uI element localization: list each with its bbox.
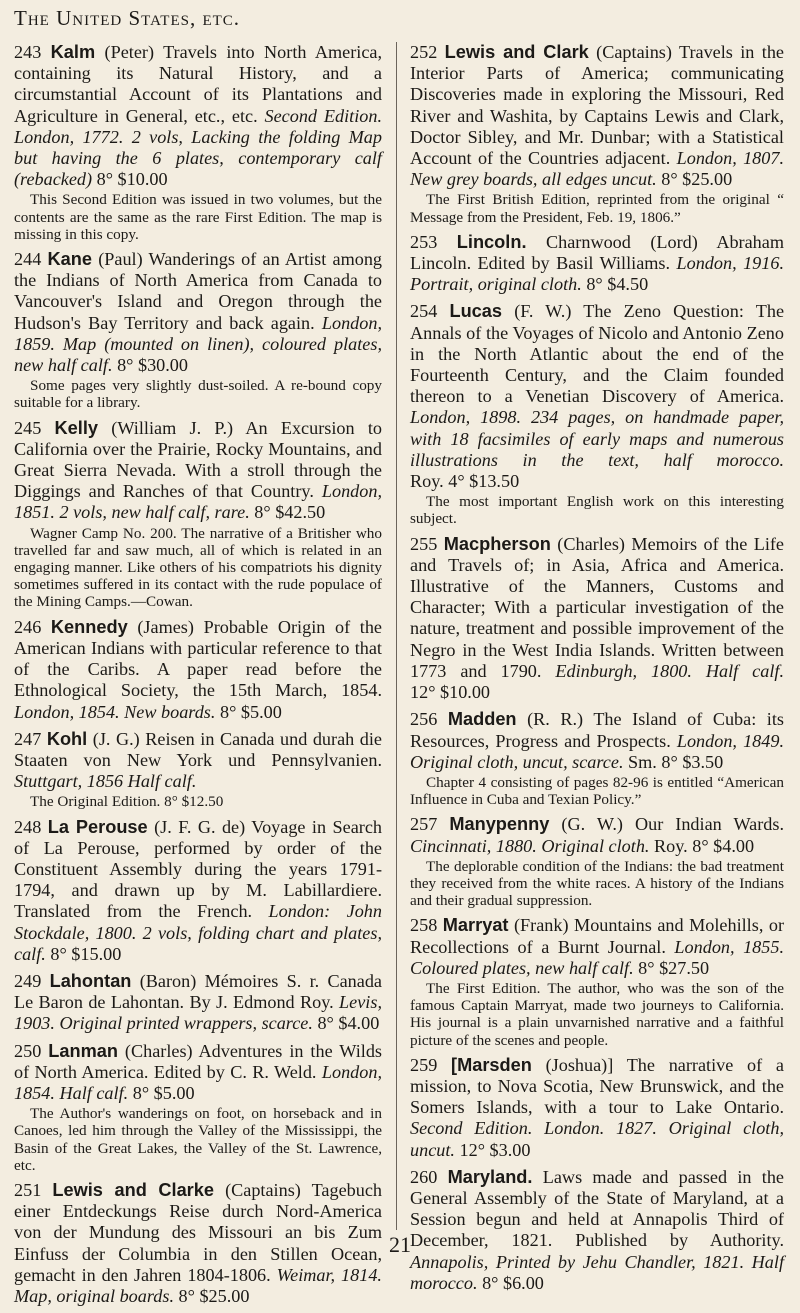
entry-description: (R. R.) The Island of Cuba: its Resources, Progress and Prospects. — [410, 709, 784, 751]
entry-body — [14, 817, 382, 965]
entry-body — [410, 301, 784, 492]
entry-number: 248 — [14, 816, 42, 837]
entry-author: Maryland. — [447, 1166, 533, 1187]
entry-number: 254 — [410, 301, 438, 322]
entry-number: 255 — [410, 533, 438, 554]
left-column — [14, 42, 382, 1313]
entry-author: Kelly — [54, 417, 99, 438]
catalogue-entry — [410, 232, 784, 296]
entry-description: (F. W.) The Zeno Question: The Annals of the Voyages of Nicolo and Antonio Zeno in the North Atlantic about the end of the Fourteenth Century, and the Claim founded thereon to a Venetian Discovery of America. — [410, 301, 785, 407]
entry-body — [14, 42, 382, 190]
entry-body — [410, 814, 784, 856]
entry-price: 8° $5.00 — [132, 1082, 195, 1103]
entry-body — [14, 1041, 382, 1105]
entry-number: 252 — [410, 42, 438, 62]
entry-number: 249 — [14, 970, 42, 991]
catalogue-entry — [14, 418, 382, 611]
entry-author: Kohl — [46, 728, 88, 749]
entry-imprint: London, 1849. Original cloth, uncut, scarce. — [410, 730, 784, 772]
entry-body — [410, 1167, 784, 1294]
entry-description: (Captains) Tagebuch einer Entdeckungs Reise durch Nord-America von der Mundung des Missouri an bis Zum Einfuss der Columbia in den Stillen Ocean, gemacht in den Jahren 1804-1806. — [14, 1179, 383, 1285]
catalogue-entry — [14, 817, 382, 965]
catalogue-entry — [14, 729, 382, 811]
entry-author: Lincoln. — [456, 231, 527, 252]
entry-author: Marryat — [442, 915, 509, 936]
entry-note: Some pages very slightly dust-soiled. A re-bound copy suitable for a library. — [14, 377, 382, 412]
entry-author: Madden — [447, 709, 517, 730]
entry-imprint: London, 1854. New boards. — [14, 701, 216, 722]
entry-author: La Perouse — [47, 816, 148, 837]
catalogue-entry — [14, 42, 382, 243]
entry-body — [14, 617, 382, 723]
column-divider — [396, 42, 397, 1230]
entry-number: 244 — [14, 249, 42, 270]
entry-note: This Second Edition was issued in two volumes, but the contents are the same as the rare First Edition. The map is missing in this copy. — [14, 191, 382, 243]
entry-price: 8° $4.50 — [586, 274, 649, 295]
entry-imprint: London, 1851. 2 vols, new half calf, rare. — [14, 481, 382, 523]
entry-description: (Charles) Memoirs of the Life and Travels of; in Asia, Africa and America. Illustrative of the Manners, Customs and Character; With a particular investigation of the nature, treatment and possible improvement of the Negro in the West India Islands. Written between 1773 and 1790. — [410, 533, 785, 681]
entry-number: 250 — [14, 1040, 42, 1061]
entry-number: 258 — [410, 915, 438, 936]
entry-note: The First Edition. The author, who was the son of the famous Captain Marryat, made two journeys to California. His journal is a plain unvarnished narrative and a faithful picture of the scenes and people. — [410, 979, 784, 1049]
entry-note: The First British Edition, reprinted from the original “ Message from the President, Feb. 19, 1806.” — [410, 191, 784, 226]
entry-number: 251 — [14, 1179, 42, 1200]
entry-body — [14, 971, 382, 1035]
entry-price: Sm. 8° $3.50 — [628, 751, 724, 772]
entry-description: (Captains) Travels in the Interior Parts of America; communicating Discoveries made in exploring the Missouri, Red River and Washita, by Captains Lewis and Clark, Doctor Sibley, and Mr. Dunbar; with a Statistical Account of the Countries adjacent. — [410, 42, 784, 169]
entry-imprint: Annapolis, Printed by Jehu Chandler, 1821. Half morocco. — [410, 1251, 784, 1293]
catalogue-entry — [410, 301, 784, 527]
entry-description: (William J. P.) An Excursion to California over the Prairie, Rocky Mountains, and Great Sierra Nevada. With a stroll through the Diggings and Ranches of that Country. — [14, 417, 382, 502]
entry-description: (Frank) Mountains and Molehills, or Recollections of a Burnt Journal. — [410, 915, 785, 957]
page-number: 21 — [389, 1232, 411, 1257]
entry-description: Charnwood (Lord) Abraham Lincoln. Edited by Basil Williams. — [410, 231, 784, 274]
entry-description: (Joshua)] The narrative of a mission, to Nova Scotia, New Brunswick, and the Somers Islands, with a tour to Lake Ontario. — [410, 1054, 784, 1118]
entry-imprint: Second Edition. London. 1827. Original cloth, uncut. — [410, 1118, 784, 1160]
entry-author: Kennedy — [50, 616, 128, 637]
entry-imprint: London, 1854. Half calf. — [14, 1061, 382, 1103]
entry-imprint: Weimar, 1814. Map, original boards. — [14, 1264, 382, 1306]
entry-imprint: London, 1898. 234 pages, on handmade paper, with 18 facsimiles of early maps and numerous illustrations in the text, half morocco. — [410, 407, 784, 470]
entry-body — [410, 42, 784, 190]
entry-price: 8° $25.00 — [661, 169, 733, 190]
entry-note: Wagner Camp No. 200. The narrative of a Britisher who travelled far and saw much, all of which is related in an engaging manner. Like others of his compatriots his dignity sometimes suffered in its contact with the rude populace of the Mining Camps.—Cowan. — [14, 524, 382, 611]
entry-body — [410, 915, 784, 979]
entry-number: 257 — [410, 814, 438, 835]
entry-price: 12° $3.00 — [459, 1139, 531, 1160]
entry-author: [Marsden — [451, 1054, 532, 1075]
catalogue-entry — [410, 1055, 784, 1161]
entry-author: Lahontan — [49, 970, 132, 991]
catalogue-entry — [410, 709, 784, 808]
entry-author: Macpherson — [443, 533, 551, 554]
entry-number: 259 — [410, 1054, 438, 1075]
entry-description: (J. G.) Reisen in Canada und durah die Staaten von New York und Pennsylvanien. — [14, 728, 382, 770]
entry-price: 8° $4.00 — [317, 1013, 380, 1034]
entry-imprint: London, 1859. Map (mounted on linen), coloured plates, new half calf. — [14, 312, 383, 376]
entry-price: 8° $30.00 — [117, 355, 188, 376]
entry-description: (Charles) Adventures in the Wilds of North America. Edited by C. R. Weld. — [14, 1040, 382, 1082]
entry-imprint: London, 1855. Coloured plates, new half calf. — [410, 936, 785, 978]
entry-body — [14, 729, 382, 793]
entry-imprint: Cincinnati, 1880. Original cloth. — [410, 835, 650, 856]
entry-description: (J. F. G. de) Voyage in Search of La Perouse, performed by order of the Constituent Assembly during the years 1791-1794, and drawn up by M. Labillardiere. Translated from the French. — [14, 816, 382, 922]
entry-body — [410, 1055, 784, 1161]
entry-author: Kane — [47, 249, 92, 270]
entry-author: Kalm — [50, 42, 96, 62]
entry-price: 8° $25.00 — [178, 1285, 250, 1306]
catalogue-entry — [410, 814, 784, 909]
entry-author: Lanman — [48, 1040, 118, 1061]
entry-price: 12° $10.00 — [410, 682, 491, 703]
entry-imprint: London, 1807. New grey boards, all edges uncut. — [410, 148, 785, 190]
entry-number: 260 — [410, 1166, 438, 1187]
entry-description: (G. W.) Our Indian Wards. — [561, 814, 785, 835]
catalogue-entry — [14, 249, 382, 412]
entry-author: Lucas — [449, 301, 503, 322]
entry-imprint: Second Edition. London, 1772. 2 vols, Lacking the folding Map but having the 6 plates, contemporary calf (rebacked) — [14, 105, 382, 190]
entry-body — [410, 232, 784, 296]
entry-author: Manypenny — [449, 814, 550, 835]
entry-price: Roy. 4° $13.50 — [410, 471, 520, 492]
entry-number: 243 — [14, 42, 42, 62]
entry-note: The most important English work on this interesting subject. — [410, 493, 784, 528]
entry-note: Chapter 4 consisting of pages 82-96 is entitled “American Influence in Cuba and Texian Policy.” — [410, 773, 784, 809]
entry-note: The deplorable condition of the Indians: the bad treatment they received from the white races. A history of the Indians and their gradual suppression. — [410, 857, 784, 910]
entry-imprint: Edinburgh, 1800. Half calf. — [555, 660, 785, 681]
entry-price: 8° $27.50 — [638, 957, 710, 978]
entry-body — [14, 249, 382, 376]
catalogue-entry — [14, 971, 382, 1035]
entry-price: Roy. 8° $4.00 — [654, 835, 755, 856]
entry-author: Lewis and Clark — [444, 42, 589, 62]
entry-number: 246 — [14, 616, 42, 637]
catalogue-entry — [14, 617, 382, 723]
entry-description: (James) Probable Origin of the American Indians with particular reference to that of the Caribs. A paper read before the Ethnological Society, the 15th March, 1854. — [14, 616, 382, 701]
entry-price: 8° $42.50 — [254, 502, 326, 523]
entry-imprint: Levis, 1903. Original printed wrappers, scarce. — [14, 992, 382, 1034]
entry-body — [410, 709, 784, 773]
entry-description: Laws made and passed in the General Assembly of the State of Maryland, at a Session begun and held at Annapolis Third of December, 1821. Published by Authority. — [410, 1166, 785, 1251]
entry-number: 256 — [410, 709, 438, 730]
catalogue-entry — [410, 1167, 784, 1294]
entry-description: (Paul) Wanderings of an Artist among the Indians of North America from Canada to Vancouver's Island and Oregon through the Hudson's Bay Territory and back again. — [14, 249, 383, 333]
entry-price: 8° $6.00 — [482, 1272, 544, 1293]
right-column — [410, 42, 784, 1300]
catalogue-entry — [14, 1041, 382, 1174]
entry-description: (Baron) Mémoires S. r. Canada Le Baron de Lahontan. By J. Edmond Roy. — [14, 970, 382, 1013]
entry-description: (Peter) Travels into North America, containing its Natural History, and a circumstantial Account of its Plantations and Agriculture in General, etc., etc. — [14, 42, 383, 126]
catalogue-entry — [410, 915, 784, 1048]
entry-price: 8° $15.00 — [50, 943, 122, 964]
entry-note: The Author's wanderings on foot, on horseback and in Canoes, led him through the Valley of the Mississippi, the Basin of the Great Lakes, the Valley of the St. Lawrence, etc. — [14, 1105, 382, 1174]
entry-body — [410, 534, 784, 704]
entry-imprint: Stuttgart, 1856 Half calf. — [14, 771, 197, 792]
entry-note: The Original Edition. 8° $12.50 — [30, 793, 224, 811]
entry-price: 8° $10.00 — [96, 169, 168, 190]
entry-number: 253 — [410, 231, 438, 252]
entry-imprint: London, 1916. Portrait, original cloth. — [410, 253, 784, 295]
entry-number: 247 — [14, 728, 42, 749]
entry-imprint: London: John Stockdale, 1800. 2 vols, folding chart and plates, calf. — [14, 901, 382, 964]
entry-body — [14, 418, 382, 524]
catalogue-entry — [410, 42, 784, 226]
running-head: The United States, etc. — [14, 6, 241, 30]
catalogue-entry — [410, 534, 784, 704]
entry-price: 8° $5.00 — [219, 701, 282, 722]
entry-number: 245 — [14, 417, 42, 438]
entry-author: Lewis and Clarke — [52, 1179, 214, 1200]
